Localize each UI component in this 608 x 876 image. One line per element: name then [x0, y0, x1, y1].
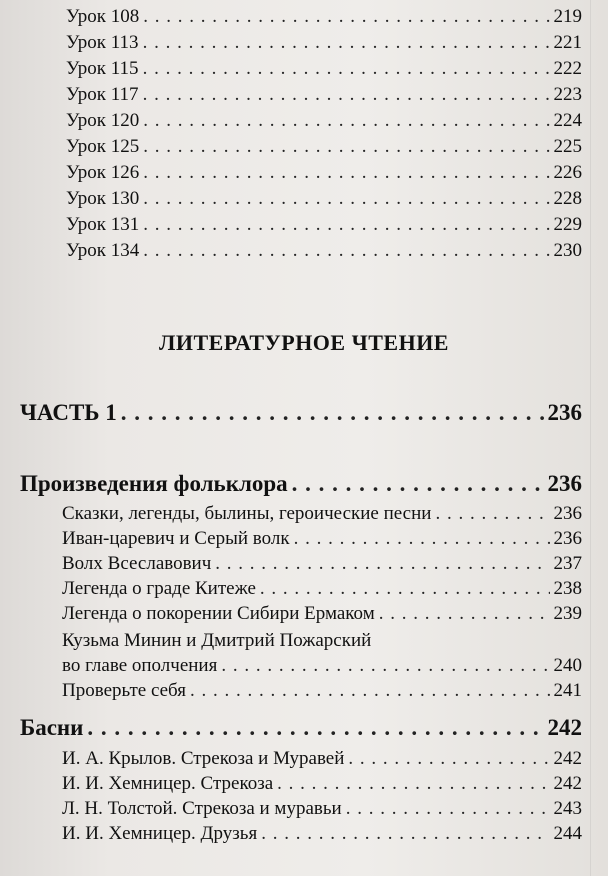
toc-label: Урок 126: [66, 162, 140, 183]
toc-leader: [261, 823, 549, 845]
toc-page-number: 243: [553, 798, 582, 819]
toc-label: И. И. Хемницер. Стрекоза: [62, 773, 274, 794]
toc-row-lesson-120[interactable]: [66, 110, 582, 134]
toc-row-folklore-multiline[interactable]: [62, 655, 582, 680]
toc-page-number: 224: [553, 110, 582, 131]
toc-label: Легенда о покорении Сибири Ермаком: [62, 603, 375, 624]
toc-label: Басни: [20, 715, 84, 740]
toc-row-lesson-126[interactable]: [66, 162, 582, 186]
toc-leader: [348, 748, 549, 770]
toc-leader: [277, 773, 549, 795]
toc-page-number: 242: [547, 715, 582, 740]
toc-label: Урок 113: [66, 32, 139, 53]
toc-label: Урок 130: [66, 188, 140, 209]
toc-leader: [143, 32, 550, 54]
toc-leader: [143, 58, 550, 80]
toc-row-lesson-113[interactable]: [66, 32, 582, 56]
toc-leader: [143, 136, 549, 158]
toc-label: Волх Всеславович: [62, 553, 212, 574]
toc-leader: [346, 798, 550, 820]
toc-page-number: 238: [553, 578, 582, 599]
toc-leader: [190, 680, 550, 702]
toc-row-folklore-item[interactable]: [62, 503, 582, 528]
toc-page-number: 228: [553, 188, 582, 209]
toc-leader: [379, 603, 550, 625]
toc-row-fables-item[interactable]: [62, 823, 582, 848]
toc-row-folklore-item[interactable]: [62, 578, 582, 603]
toc-row-fables-item[interactable]: [62, 748, 582, 773]
toc-page-number: 230: [553, 240, 582, 261]
toc-leader: [143, 188, 549, 210]
toc-page-number: 244: [553, 823, 582, 844]
toc-label: Проверьте себя: [62, 680, 186, 701]
toc-row-folklore-heading[interactable]: [20, 471, 582, 501]
toc-row-folklore-check[interactable]: [62, 680, 582, 705]
section-title: ЛИТЕРАТУРНОЕ ЧТЕНИЕ: [159, 330, 449, 355]
toc-label: во главе ополчения: [62, 655, 218, 676]
toc-page-number: 236: [553, 503, 582, 524]
toc-label: Урок 117: [66, 84, 139, 105]
toc-page-number: 242: [553, 748, 582, 769]
toc-row-lesson-108[interactable]: [66, 6, 582, 30]
toc-row-folklore-item[interactable]: [62, 528, 582, 553]
toc-leader: [143, 162, 549, 184]
toc-page-number: 239: [553, 603, 582, 624]
toc-label: Урок 125: [66, 136, 140, 157]
toc-page-number: 237: [553, 553, 582, 574]
toc-label: Сказки, легенды, былины, героические песни: [62, 503, 432, 524]
toc-row-fables-item[interactable]: [62, 773, 582, 798]
toc-page-number: 223: [553, 84, 582, 105]
toc-label: Урок 108: [66, 6, 140, 27]
toc-leader: [215, 553, 549, 575]
toc-leader: [121, 400, 544, 426]
toc-page-number: 229: [553, 214, 582, 235]
toc-page-number: 236: [553, 528, 582, 549]
toc-row-lesson-117[interactable]: [66, 84, 582, 108]
toc-leader: [292, 471, 544, 497]
toc-label: Урок 134: [66, 240, 140, 261]
toc-leader: [87, 715, 543, 741]
toc-row-lesson-125[interactable]: [66, 136, 582, 160]
toc-leader: [143, 110, 549, 132]
toc-label: Произведения фольклора: [20, 471, 288, 496]
toc-row-lesson-134[interactable]: [66, 240, 582, 264]
toc-page-number: 236: [547, 471, 582, 496]
toc-leader: [143, 6, 549, 28]
toc-label: Урок 131: [66, 214, 140, 235]
toc-row-folklore-item[interactable]: [62, 553, 582, 578]
toc-leader: [143, 214, 549, 236]
toc-page-number: 241: [553, 680, 582, 701]
toc-row-lesson-115[interactable]: [66, 58, 582, 82]
toc-row-fables-item[interactable]: [62, 798, 582, 823]
toc-leader: [294, 528, 550, 550]
toc-label: Иван-царевич и Серый волк: [62, 528, 290, 549]
toc-page-number: 226: [553, 162, 582, 183]
toc-page-number: 222: [553, 58, 582, 79]
toc-label: Легенда о граде Китеже: [62, 578, 256, 599]
toc-row-folklore-item[interactable]: [62, 603, 582, 628]
toc-leader: [260, 578, 550, 600]
toc-label: Урок 115: [66, 58, 139, 79]
toc-row-part-1[interactable]: [20, 400, 582, 430]
toc-page-number: 219: [553, 6, 582, 27]
toc-leader: [435, 503, 549, 525]
toc-label: Л. Н. Толстой. Стрекоза и муравьи: [62, 798, 342, 819]
toc-page-number: 221: [553, 32, 582, 53]
toc-page-number: 242: [553, 773, 582, 794]
toc-page-number: 240: [553, 655, 582, 676]
toc-row-lesson-131[interactable]: [66, 214, 582, 238]
toc-row-lesson-130[interactable]: [66, 188, 582, 212]
toc-page-number: 236: [547, 400, 582, 425]
page-fold-shadow: [590, 0, 591, 876]
toc-leader: [221, 655, 549, 677]
toc-leader: [143, 240, 549, 262]
toc-label: ЧАСТЬ 1: [20, 400, 117, 425]
toc-leader: [143, 84, 550, 106]
toc-label-line1[interactable]: Кузьма Минин и Дмитрий Пожарский: [62, 630, 372, 651]
toc-page-number: 225: [553, 136, 582, 157]
toc-label: И. И. Хемницер. Друзья: [62, 823, 258, 844]
toc-label: И. А. Крылов. Стрекоза и Муравей: [62, 748, 345, 769]
toc-label: Урок 120: [66, 110, 140, 131]
toc-row-fables-heading[interactable]: [20, 715, 582, 745]
